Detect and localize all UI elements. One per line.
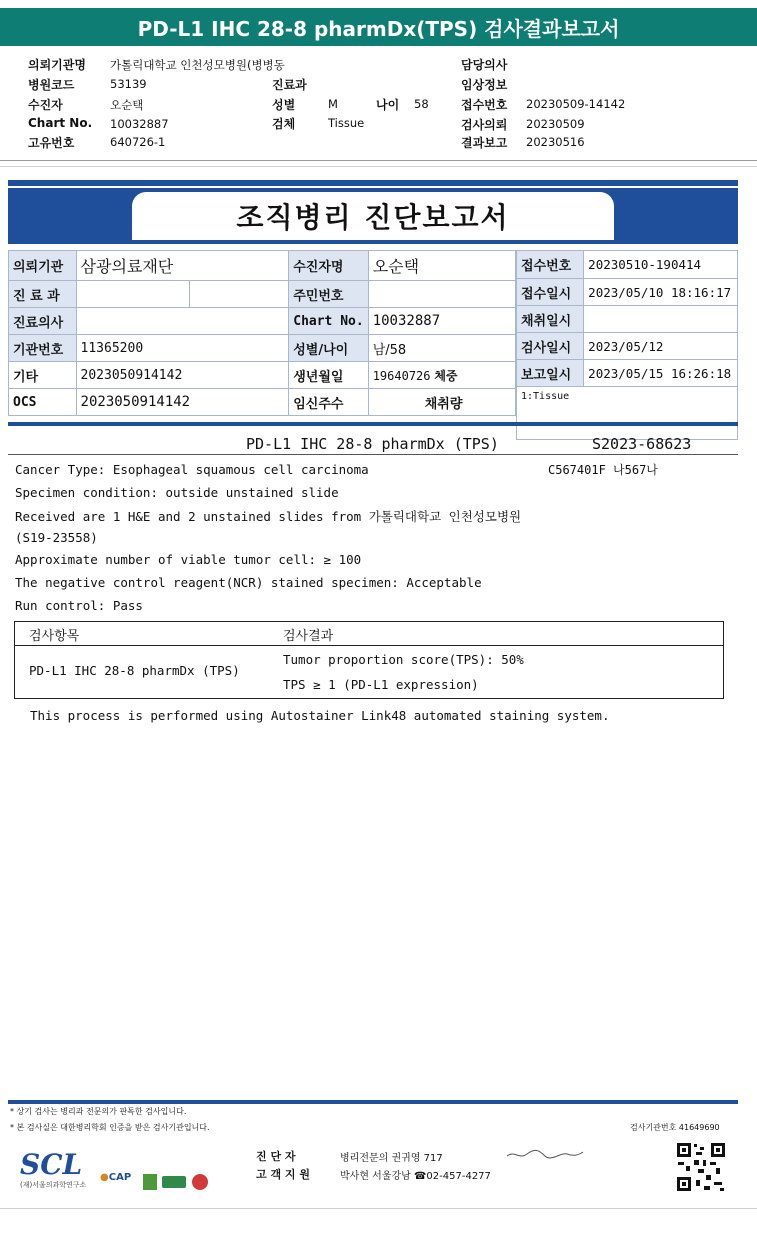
result-value: Tumor proportion score(TPS): 50%	[283, 652, 524, 667]
cell-value: 1:Tissue	[517, 387, 738, 440]
specimen-label: 검체	[272, 117, 296, 131]
cell-label: OCS	[9, 389, 77, 416]
report-line: The negative control reagent(NCR) stained specimen: Acceptable	[15, 575, 482, 590]
birth-date: 19640726	[372, 368, 431, 383]
specimen-value: Tissue	[328, 116, 365, 130]
age-label: 나이	[376, 98, 400, 112]
patient-label: 수진자	[28, 98, 63, 112]
footer-rule	[8, 1100, 738, 1104]
cell-value: 11365200	[76, 335, 289, 362]
weight-label: 체중	[434, 368, 458, 383]
divider	[0, 166, 757, 167]
table-row	[9, 308, 516, 335]
logo-subtitle: (재)서울의과학연구소	[20, 1181, 87, 1189]
cell-value: 20230510-190414	[584, 251, 738, 279]
divider	[0, 1208, 757, 1209]
cell-value	[76, 308, 289, 335]
accreditation-icon	[162, 1176, 186, 1188]
request-date-label: 검사의뢰	[461, 118, 508, 132]
report-line: Received are 1 H&E and 2 unstained slides from 가톨릭대학교 인천성모병원	[15, 509, 522, 524]
clinical-info-label: 임상정보	[461, 78, 508, 92]
cell-label: 접수번호	[517, 251, 584, 279]
doctor-label: 담당의사	[461, 58, 508, 72]
hospital-code-label: 병원코드	[28, 78, 75, 92]
cell-value: 10032887	[368, 308, 515, 335]
cap-logo	[100, 1172, 131, 1183]
hospital-code-value: 53139	[110, 77, 147, 91]
reference-code: C567401F 나567나	[548, 463, 658, 477]
signature-icon	[505, 1146, 585, 1162]
report-date-value: 20230516	[526, 135, 585, 149]
cell-value	[368, 281, 515, 308]
cell-label: 생년월일	[289, 362, 368, 389]
table-row	[9, 389, 516, 416]
table-row	[517, 251, 738, 279]
result-value: TPS ≥ 1 (PD-L1 expression)	[283, 677, 479, 692]
patient-value: 오순택	[110, 98, 144, 112]
cell-label: 기타	[9, 362, 77, 389]
path-report-title-text: 조직병리 진단보고서	[236, 201, 510, 234]
report-line: Specimen condition: outside unstained slide	[15, 485, 339, 500]
report-line: (S19-23558)	[15, 530, 98, 545]
sex-value: M	[328, 97, 338, 111]
table-row	[9, 362, 516, 389]
cell-label: 검사일시	[517, 333, 584, 360]
diagnostician-value: 병리전문의 권귀영 717	[340, 1153, 443, 1164]
header-info	[0, 52, 757, 152]
report-date-label: 결과보고	[461, 136, 508, 150]
cell-value: 삼광의료재단	[76, 251, 289, 281]
logo-text: SCL	[20, 1148, 83, 1181]
cell-value: 2023/05/10 18:16:17	[584, 279, 738, 306]
cell-value	[584, 306, 738, 333]
table-row	[9, 251, 516, 281]
cell-value: 2023050914142	[76, 389, 289, 416]
table-row	[517, 387, 738, 440]
cell-label: Chart No.	[289, 308, 368, 335]
receipt-no-value: 20230509-14142	[526, 97, 626, 111]
report-title: PD-L1 IHC 28-8 pharmDx(TPS) 검사결과보고서	[137, 16, 620, 41]
cell-label: 진료의사	[9, 308, 77, 335]
customer-support-value: 박사현 서울강남 ☎02-457-4277	[340, 1171, 491, 1182]
collection-volume-label: 채취량	[424, 396, 463, 412]
qr-code-icon	[676, 1142, 726, 1192]
accreditation-icon	[143, 1174, 157, 1190]
test-name: PD-L1 IHC 28-8 pharmDx (TPS)	[246, 435, 499, 453]
cell-value: 2023/05/15 16:26:18	[584, 360, 738, 387]
table-row	[517, 279, 738, 306]
unique-no-label: 고유번호	[28, 136, 75, 150]
chart-no-value: 10032887	[110, 117, 169, 131]
footer-note: * 본 검사실은 대한병리학회 인증을 받은 검사기관입니다.	[10, 1123, 210, 1132]
path-report-title	[132, 192, 614, 240]
unique-no-value: 640726-1	[110, 135, 166, 149]
table-row	[517, 306, 738, 333]
cell-value	[76, 281, 189, 308]
cell-value: 2023/05/12	[584, 333, 738, 360]
report-title-banner	[0, 8, 757, 46]
divider	[0, 160, 757, 161]
report-line: Run control: Pass	[15, 598, 143, 613]
cell-label: 접수일시	[517, 279, 584, 306]
cell-label: 수진자명	[289, 251, 368, 281]
chart-no-label: Chart No.	[28, 116, 93, 130]
department-label: 진료과	[272, 78, 307, 92]
cell-label: 기관번호	[9, 335, 77, 362]
diagnostician-label: 진 단 자	[256, 1150, 296, 1163]
accreditation-icon	[192, 1174, 208, 1190]
registration-number: 검사기관번호 41649690	[630, 1123, 720, 1132]
request-date-value: 20230509	[526, 117, 585, 131]
cell-label: 보고일시	[517, 360, 584, 387]
sex-label: 성별	[272, 98, 296, 112]
receipt-no-label: 접수번호	[461, 98, 508, 112]
path-dates-table	[516, 250, 738, 440]
column-header-result: 검사결과	[283, 629, 334, 644]
cap-label: CAP	[108, 1172, 132, 1183]
path-report-top-bar	[8, 180, 738, 186]
cell-value: 2023050914142	[76, 362, 289, 389]
path-report-bottom-rule	[8, 422, 738, 426]
cell-label: 성별/나이	[289, 335, 368, 362]
table-row	[517, 360, 738, 387]
scl-logo	[20, 1150, 86, 1190]
footer-note: * 상기 검사는 병리과 전문의가 판독한 검사입니다.	[10, 1107, 187, 1116]
process-note: This process is performed using Autostainer Link48 automated staining system.	[30, 708, 610, 723]
case-number: S2023-68623	[592, 435, 692, 453]
cell-label: 주민번호	[289, 281, 368, 308]
table-row	[517, 333, 738, 360]
report-line: Cancer Type: Esophageal squamous cell carcinoma	[15, 462, 369, 477]
divider	[15, 645, 723, 646]
cell-value	[368, 389, 515, 416]
cell-label: 채취일시	[517, 306, 584, 333]
cell-label: 임신주수	[289, 389, 368, 416]
customer-support-label: 고 객 지 원	[256, 1168, 310, 1181]
report-line: Approximate number of viable tumor cell: ≥ 100	[15, 552, 362, 567]
accreditation-icon: ●	[100, 1172, 109, 1183]
cell-value	[368, 362, 515, 389]
result-item: PD-L1 IHC 28-8 pharmDx (TPS)	[29, 663, 240, 678]
hospital-label: 의뢰기관명	[28, 58, 86, 72]
divider	[8, 454, 738, 455]
cell-label: 진 료 과	[9, 281, 77, 308]
cell-label: 의뢰기관	[9, 251, 77, 281]
hospital-value: 가톨릭대학교 인천성모병원(병병동	[110, 58, 285, 72]
age-value: 58	[414, 97, 429, 111]
cell-value	[189, 281, 289, 308]
cell-value: 오순택	[368, 251, 515, 281]
result-table	[14, 621, 724, 699]
cell-value: 남/58	[368, 335, 515, 362]
path-info-table	[8, 250, 516, 416]
column-header-item: 검사항목	[29, 629, 80, 644]
table-row	[9, 335, 516, 362]
table-row	[9, 281, 516, 308]
